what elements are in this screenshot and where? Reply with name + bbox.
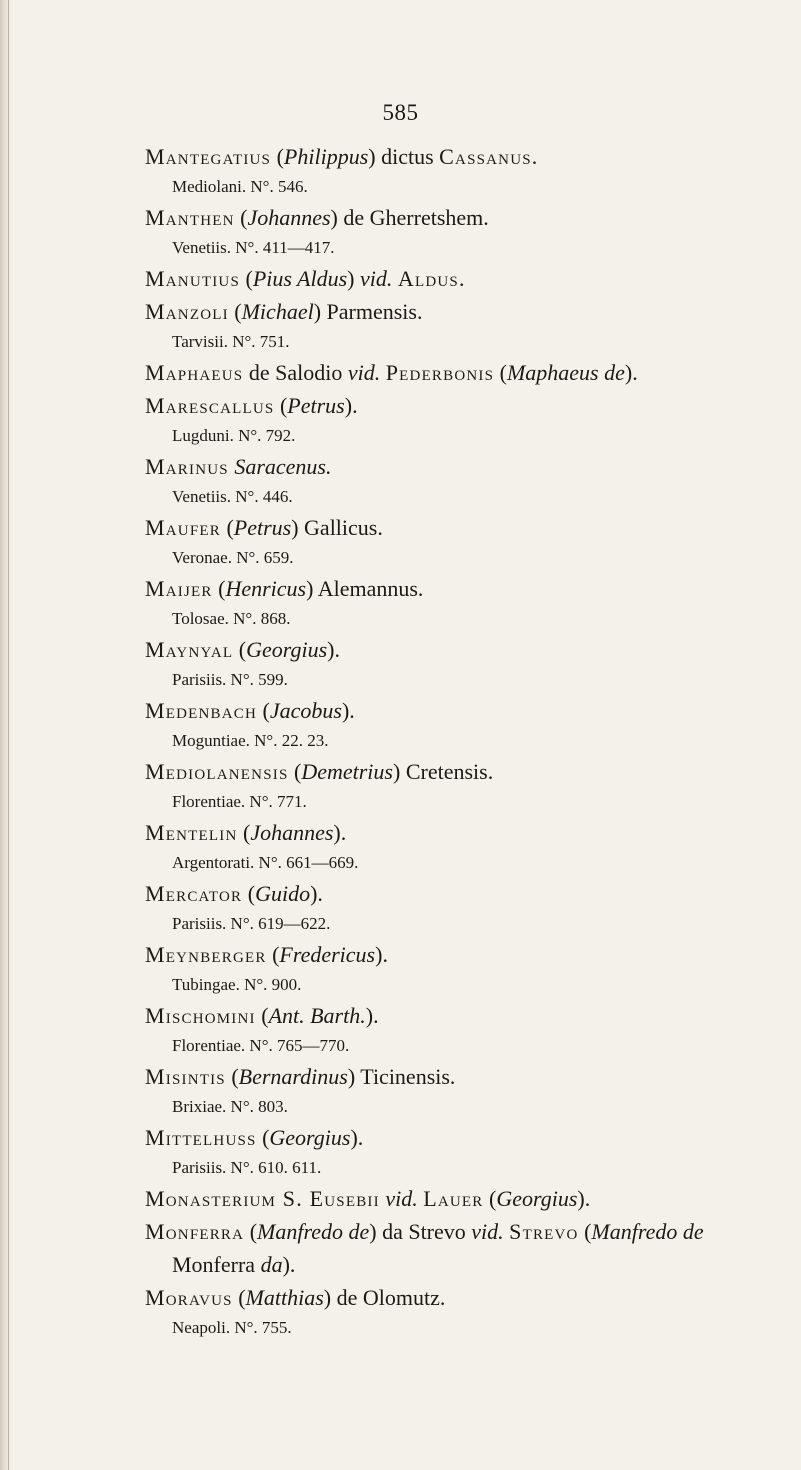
entry-name: Maijer: [145, 576, 213, 601]
entry-detail: Veronae. N°. 659.: [172, 548, 294, 567]
entry-forename: Manfredo de: [257, 1219, 370, 1244]
entry-forename: Jacobus: [269, 698, 342, 723]
entry-name: Monasterium S. Eusebii: [145, 1186, 380, 1211]
index-entry: Mercator (Guido). Parisiis. N°. 619—622.: [145, 877, 795, 938]
entry-descriptor: Gallicus.: [298, 515, 383, 540]
entry-descriptor: Parmensis.: [321, 299, 423, 324]
entry-name: Monferra: [145, 1219, 245, 1244]
gutter-line: [8, 0, 9, 1470]
entry-reference: Pederbonis: [385, 360, 495, 385]
index-entry: Moravus (Matthias) de Olomutz. Neapoli. N°. 755.: [145, 1281, 795, 1342]
entry-forename: Ant. Barth.: [268, 1003, 366, 1028]
page-number: 585: [382, 100, 419, 125]
entry-forename: Petrus: [287, 393, 345, 418]
index-entry: [145, 450, 795, 511]
entry-vid: vid.: [347, 360, 381, 385]
index-entry: Maphaeus de Salodio vid. Pederbonis (Maphaeus de).: [145, 360, 638, 385]
entry-reference: Cassanus: [439, 144, 532, 169]
index-entry: Manthen (Johannes) de Gherretshem. Venetiis. N°. 411—417.: [145, 201, 795, 262]
entry-descriptor: Saracenus.: [234, 454, 332, 479]
entry-forename: Petrus: [233, 515, 292, 540]
entry-descriptor: Cretensis.: [400, 759, 494, 784]
entry-name: Mentelin: [145, 820, 238, 845]
entry-descriptor: dictus: [375, 144, 440, 169]
entry-forename: Michael: [241, 299, 314, 324]
entry-detail: Parisiis. N°. 599.: [172, 670, 288, 689]
entry-forename: Henricus: [225, 576, 307, 601]
entry-continuation: Monferra da).: [172, 1252, 296, 1277]
entry-forename: Johannes: [247, 205, 331, 230]
entry-detail: Brixiae. N°. 803.: [172, 1097, 288, 1116]
entry-name: Maufer: [145, 515, 221, 540]
entry-forename: Johannes: [250, 820, 334, 845]
index-entry: Manutius (Pius Aldus) vid. Aldus.: [145, 266, 465, 291]
entry-descriptor: de Gherretshem.: [337, 205, 489, 230]
entry-detail: Florentiae. N°. 765—770.: [172, 1036, 350, 1055]
entry-detail: Tolosae. N°. 868.: [172, 609, 291, 628]
entry-name: Marescallus: [145, 393, 275, 418]
entry-detail: Florentiae. N°. 771.: [172, 792, 307, 811]
index-entry: Manzoli (Michael) Parmensis. Tarvisii. N°. 751.: [145, 295, 795, 356]
page-spine-shadow: [0, 0, 12, 1470]
entry-name: Mittelhuss: [145, 1125, 257, 1150]
entry-detail: Tarvisii. N°. 751.: [172, 332, 290, 351]
entry-reference-forename: Georgius: [496, 1186, 578, 1211]
entry-detail: Venetiis. N°. 411—417.: [172, 238, 335, 257]
entry-name: Mantegatius: [145, 144, 272, 169]
entry-descriptor: de Olomutz.: [331, 1285, 446, 1310]
entry-vid: vid.: [471, 1219, 504, 1244]
entry-reference: Aldus: [397, 266, 459, 291]
entry-descriptor: da Strevo: [376, 1219, 472, 1244]
entry-reference-forename: Manfredo de: [591, 1219, 704, 1244]
entry-detail: Moguntiae. N°. 22. 23.: [172, 731, 329, 750]
index-entry: Mediolanensis (Demetrius) Cretensis. Florentiae. N°. 771.: [145, 755, 795, 816]
entry-detail: Tubingae. N°. 900.: [172, 975, 302, 994]
index-entry: Marescallus (Petrus). Lugduni. N°. 792.: [145, 389, 795, 450]
entry-forename: Georgius: [269, 1125, 351, 1150]
entry-descriptor: de Salodio: [243, 360, 348, 385]
index-entry: Medenbach (Jacobus). Moguntiae. N°. 22. 23.: [145, 694, 795, 755]
entry-detail: Parisiis. N°. 610. 611.: [172, 1158, 322, 1177]
entry-name: Medenbach: [145, 698, 258, 723]
entry-detail: Neapoli. N°. 755.: [172, 1318, 292, 1337]
entry-reference: Lauer: [423, 1186, 484, 1211]
entry-reference-forename: Maphaeus de: [506, 360, 625, 385]
index-entry: Monferra (Manfredo de) da Strevo vid. Strevo (Manfredo de Monferra da).: [145, 1215, 795, 1281]
entry-name: Manutius: [145, 266, 240, 291]
index-entry: Mischomini (Ant. Barth.). Florentiae. N°. 765—770.: [145, 999, 795, 1060]
entry-forename: Georgius: [246, 637, 328, 662]
entry-name: Marinus: [145, 454, 229, 479]
index-entry: Maijer (Henricus) Alemannus. Tolosae. N°. 868.: [145, 572, 795, 633]
index-entry: Misintis (Bernardinus) Ticinensis. Brixiae. N°. 803.: [145, 1060, 795, 1121]
entry-detail: Parisiis. N°. 619—622.: [172, 914, 331, 933]
index-entry: Meynberger (Fredericus). Tubingae. N°. 900.: [145, 938, 795, 999]
entry-detail: Argentorati. N°. 661—669.: [172, 853, 359, 872]
entry-name: Meynberger: [145, 942, 267, 967]
index-entry: Mentelin (Johannes). Argentorati. N°. 661—669.: [145, 816, 795, 877]
index-entry: Monasterium S. Eusebii vid. Lauer (Georgius).: [145, 1186, 591, 1211]
entry-name: Maynyal: [145, 637, 234, 662]
index-entries: [145, 140, 795, 1342]
entry-descriptor: Alemannus.: [313, 576, 424, 601]
entry-forename: Bernardinus: [238, 1064, 348, 1089]
entry-forename: Fredericus: [279, 942, 376, 967]
entry-name: Mischomini: [145, 1003, 256, 1028]
entry-name: Maphaeus: [145, 360, 244, 385]
entry-forename: Matthias: [245, 1285, 324, 1310]
entry-vid: vid.: [359, 266, 393, 291]
entry-name: Manzoli: [145, 299, 229, 324]
entry-name: Mercator: [145, 881, 243, 906]
entry-name: Moravus: [145, 1285, 233, 1310]
entry-reference: Strevo: [509, 1219, 579, 1244]
index-entry: Mittelhuss (Georgius). Parisiis. N°. 610. 611.: [145, 1121, 795, 1182]
entry-forename: Philippus: [283, 144, 369, 169]
index-entry: Maynyal (Georgius). Parisiis. N°. 599.: [145, 633, 795, 694]
entry-forename: Demetrius: [301, 759, 393, 784]
entry-forename: Guido: [255, 881, 311, 906]
index-entry: Mantegatius (Philippus) dictus Cassanus. Mediolani. N°. 546.: [145, 140, 795, 201]
entry-name: Misintis: [145, 1064, 226, 1089]
entry-name: Manthen: [145, 205, 235, 230]
index-entry: Maufer (Petrus) Gallicus. Veronae. N°. 659.: [145, 511, 795, 572]
entry-descriptor: Ticinensis.: [355, 1064, 456, 1089]
entry-detail: Lugduni. N°. 792.: [172, 426, 296, 445]
entry-forename: Pius Aldus: [252, 266, 348, 291]
entry-vid: vid.: [385, 1186, 418, 1211]
entry-detail: Mediolani. N°. 546.: [172, 177, 308, 196]
entry-detail: Venetiis. N°. 446.: [172, 487, 293, 506]
entry-name: Mediolanensis: [145, 759, 289, 784]
